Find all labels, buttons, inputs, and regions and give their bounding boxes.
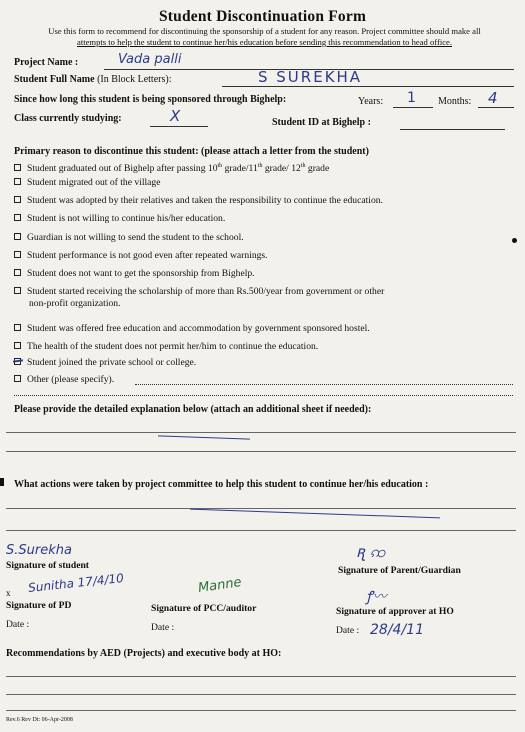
class-label: Class currently studying: <box>14 113 122 124</box>
months-label: Months: <box>438 96 472 107</box>
reason-checkbox[interactable] <box>14 214 21 221</box>
reason-checkbox[interactable] <box>14 287 21 294</box>
years-field[interactable]: 1 <box>407 90 416 106</box>
pcc-signature-label: Signature of PCC/auditor <box>151 603 257 614</box>
reason-option-no-sponsorship[interactable]: Student does not want to get the sponsorship from Bighelp. <box>14 268 255 280</box>
explanation-line[interactable] <box>6 451 516 452</box>
reason-checkbox[interactable] <box>14 324 21 331</box>
recommendations-line[interactable] <box>6 694 516 695</box>
reason-option-performance[interactable]: Student performance is not good even after repeated warnings. <box>14 250 268 262</box>
student-name-field[interactable]: S SUREKHA <box>258 68 363 86</box>
project-name-field[interactable]: Vada palli <box>118 52 182 67</box>
reason-option-other[interactable]: Other (please specify). <box>14 374 114 386</box>
reason-checkbox[interactable] <box>14 164 21 171</box>
reason-option-student-unwilling[interactable]: Student is not willing to continue his/her education. <box>14 213 225 225</box>
pcc-signature-handwriting: Manne <box>197 575 243 596</box>
months-field[interactable]: 4 <box>488 89 498 107</box>
reason-option-guardian-unwilling[interactable]: Guardian is not willing to send the student to the school. <box>14 232 244 244</box>
parent-signature-label: Signature of Parent/Guardian <box>338 565 461 576</box>
recommendations-line[interactable] <box>6 710 516 711</box>
reason-option-health[interactable]: The health of the student does not permit her/him to continue the education. <box>14 341 318 353</box>
reason-checkbox[interactable] <box>14 375 21 382</box>
explanation-label: Please provide the detailed explanation below (attach an additional sheet if needed): <box>14 404 372 415</box>
other-specify-line[interactable] <box>135 384 513 385</box>
class-line <box>150 126 208 127</box>
margin-dot <box>512 238 517 243</box>
approver-date-label: Date : <box>336 625 360 636</box>
actions-line[interactable] <box>6 530 516 531</box>
pd-signature-label: Signature of PD <box>6 600 72 611</box>
pd-signature-handwriting: Sunitha 17/4/10 <box>27 571 125 595</box>
pen-stroke <box>190 509 440 519</box>
recommendations-line[interactable] <box>6 676 516 677</box>
reason-option-migrated[interactable]: Student migrated out of the village <box>14 177 160 189</box>
sponsored-label: Since how long this student is being sponsored through Bighelp: <box>14 94 287 105</box>
class-field[interactable]: X <box>170 107 181 125</box>
reason-option-graduated[interactable]: Student graduated out of Bighelp after passing 10th grade/11th grade/ 12th grade <box>14 160 329 175</box>
pd-date-label: Date : <box>6 619 30 630</box>
reason-checkbox[interactable] <box>14 233 21 240</box>
reason-checkbox[interactable] <box>14 196 21 203</box>
reason-checkbox[interactable] <box>14 251 21 258</box>
actions-label: What actions were taken by project committee to help this student to continue her/his education : <box>14 479 429 490</box>
months-line <box>478 107 514 108</box>
form-intro <box>12 26 517 48</box>
reason-option-hostel[interactable]: Student was offered free education and accommodation by government sponsored hostel. <box>14 323 370 335</box>
reasons-heading: Primary reason to discontinue this student: (please attach a letter from the student) <box>14 146 369 157</box>
student-name-line <box>222 86 514 87</box>
project-name-label: Project Name : <box>14 57 79 68</box>
reason-checkbox-checked[interactable] <box>14 358 21 365</box>
intro-line-2: attempts to help the student to continue her/his education before sending this recommendation to head office. <box>77 37 452 47</box>
recommendations-label: Recommendations by AED (Projects) and executive body at HO: <box>6 648 282 659</box>
reason-checkbox[interactable] <box>14 342 21 349</box>
parent-signature-mark: ꭆ ꩡ <box>356 542 386 561</box>
reason-checkbox[interactable] <box>14 178 21 185</box>
intro-line-1: Use this form to recommend for discontinuing the sponsorship of a student for any reason. Project committee should make all <box>48 26 481 36</box>
revision-footer: Rev.6 Rev Dt: 06-Apr-2008 <box>6 717 73 723</box>
reason-option-private-school[interactable]: Student joined the private school or college. <box>14 357 196 369</box>
approver-signature-mark: ꝭ〰 <box>366 589 387 605</box>
reason-option-adopted[interactable]: Student was adopted by their relatives and taken the responsibility to continue the education. <box>14 195 383 207</box>
margin-mark <box>0 478 4 486</box>
reason-option-scholarship[interactable]: Student started receiving the scholarship of more than Rs.500/year from government or other non-profit organization. <box>14 286 384 310</box>
reason-checkbox[interactable] <box>14 269 21 276</box>
years-label: Years: <box>358 96 384 107</box>
student-name-hint: (In Block Letters): <box>97 74 172 85</box>
actions-line[interactable] <box>6 508 516 509</box>
student-name-label-text: Student Full Name <box>14 74 95 85</box>
pd-prefix: x <box>6 588 11 598</box>
student-id-label: Student ID at Bighelp : <box>272 117 371 128</box>
student-signature-handwriting: S.Surekha <box>6 543 72 558</box>
pen-stroke <box>158 435 250 439</box>
approver-date-value[interactable]: 28/4/11 <box>370 622 424 638</box>
years-line <box>393 107 433 108</box>
explanation-line[interactable] <box>6 432 516 433</box>
pcc-date-label: Date : <box>151 622 175 633</box>
student-signature-label: Signature of student <box>6 560 89 571</box>
approver-signature-label: Signature of approver at HO <box>336 606 454 617</box>
other-specify-line-2[interactable] <box>14 395 513 396</box>
student-id-line <box>400 129 505 130</box>
student-name-label <box>14 74 171 85</box>
form-title: Student Discontinuation Form <box>158 8 367 25</box>
